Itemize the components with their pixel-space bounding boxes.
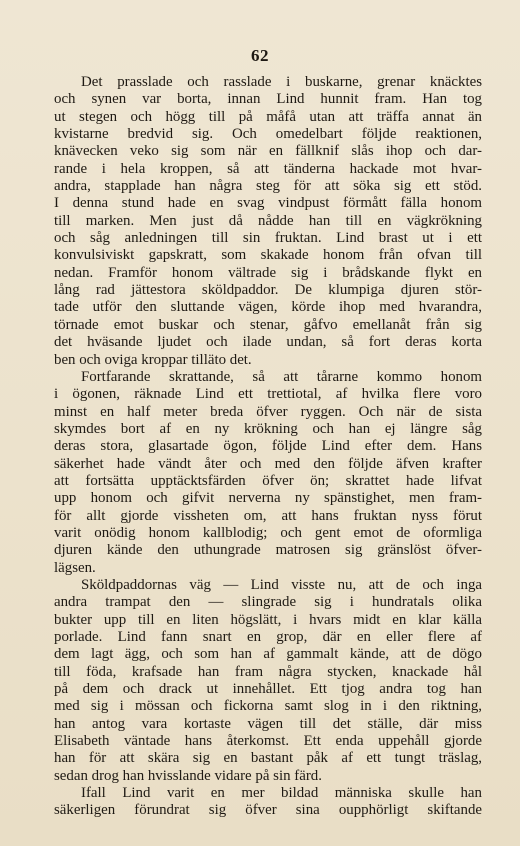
- text-line: nedan. Framför honom vältrade sig i brådskande flykt en: [54, 264, 482, 281]
- text-line: att fortsätta upptäcktsfärden öfver ön; skrattet hade lifvat: [54, 472, 482, 489]
- text-line: lång rad jättestora sköldpaddor. De klumpiga djuren stör-: [54, 282, 482, 299]
- text-line: minst en half meter breda öfver ryggen. Och när de sista: [54, 403, 482, 420]
- text-line: ut stegen och högg till på måfå utan att träffa annat än: [54, 108, 482, 125]
- text-line: säkerligen förundrat sig öfver sina oupphörligt skiftande: [54, 802, 482, 819]
- text-line: skymdes bort af en ny krökning och han ej längre såg: [54, 420, 482, 437]
- text-line: och såg anledningen till sin fruktan. Lind brast ut i ett: [54, 230, 482, 247]
- text-line: Ifall Lind varit en mer bildad människa skulle han: [81, 785, 482, 802]
- text-line: deras stora, glasartade ögon, följde Lind efter dem. Hans: [54, 438, 482, 455]
- text-line: Sköldpaddornas väg — Lind visste nu, att de och inga: [81, 576, 482, 593]
- text-line: konvulsiviskt gapskratt, som skakade honom från ofvan till: [54, 247, 482, 264]
- text-line: andra, stapplade han några steg för att söka sig ett stöd.: [54, 178, 482, 195]
- text-line: upp honom och gifvit nerverna ny spänstighet, men fram-: [54, 490, 482, 507]
- text-line: i ögonen, räknade Lind ett trettiotal, af hvilka flere voro: [54, 386, 482, 403]
- text-line: och synen var borta, innan Lind hunnit fram. Han tog: [54, 91, 482, 108]
- text-line: han för att skära sig en bastant påk af ett tungt träslag,: [54, 750, 482, 767]
- text-line: säkerhet hade vändt åter och med den följde äfven krafter: [54, 455, 482, 472]
- text-line: dem lagt ägg, och som han af gammalt kände, att de dögo: [54, 646, 482, 663]
- text-line: till marken. Men just då nådde han till en vägkrökning: [54, 212, 482, 229]
- text-line: tade utför den sluttande vägen, körde ihop med hvarandra,: [54, 299, 482, 316]
- text-line: I denna stund hade en svag vindpust förmått fälla honom: [54, 195, 482, 212]
- text-line: med sig i mössan och fickorna samt slog in i den riktning,: [54, 698, 482, 715]
- text-line: kvistarne bredvid sig. Och omedelbart följde reaktionen,: [54, 126, 482, 143]
- text-line: för allt gjorde vissheten om, att hans fruktan nyss förut: [54, 507, 482, 524]
- text-line: sedan drog han hvisslande vidare på sin färd.: [54, 767, 322, 784]
- text-line: törnade emot buskar och stenar, gåfvo emellanåt från sig: [54, 316, 482, 333]
- text-line: det hväsande ljudet och ilade undan, så fort deras korta: [54, 334, 482, 351]
- text-line: andra trampat den — slingrade sig i hundratals olika: [54, 594, 482, 611]
- text-line: lägsen.: [54, 559, 96, 576]
- text-line: Elisabeth väntade hans återkomst. Ett enda uppehåll gjorde: [54, 733, 482, 750]
- text-line: porlade. Lind fann snart en grop, där en eller flere af: [54, 629, 482, 645]
- text-line: han antog vara kortaste vägen till det ställe, där miss: [54, 715, 482, 732]
- text-line: bukter upp till en liten högslätt, i hvars midt en klar källa: [54, 611, 482, 628]
- text-line: Det prasslade och rasslade i buskarne, grenar knäcktes: [81, 74, 482, 90]
- text-line: Fortfarande skrattande, så att tårarne kommo honom: [81, 368, 482, 385]
- page-number: 62: [251, 46, 269, 65]
- body-text: [54, 74, 482, 820]
- text-line: varit onödig honom kallblodig; och gent emot de oformliga: [54, 524, 482, 541]
- text-line: på dem och drack ut innehållet. Ett tjog andra tog han: [54, 681, 482, 698]
- text-line: till föda, krafsade han fram några stycken, knackade hål: [54, 663, 482, 680]
- text-line: djuren kände den uthungrade matrosen sig gränslöst öfver-: [54, 542, 482, 559]
- text-line: knävecken veko sig som när en fällknif slås ihop och dar-: [54, 143, 482, 160]
- text-line: rande i hela kroppen, så att tänderna hackade mot hvar-: [54, 160, 482, 177]
- text-line: ben och oviga kroppar tilläto det.: [54, 351, 252, 368]
